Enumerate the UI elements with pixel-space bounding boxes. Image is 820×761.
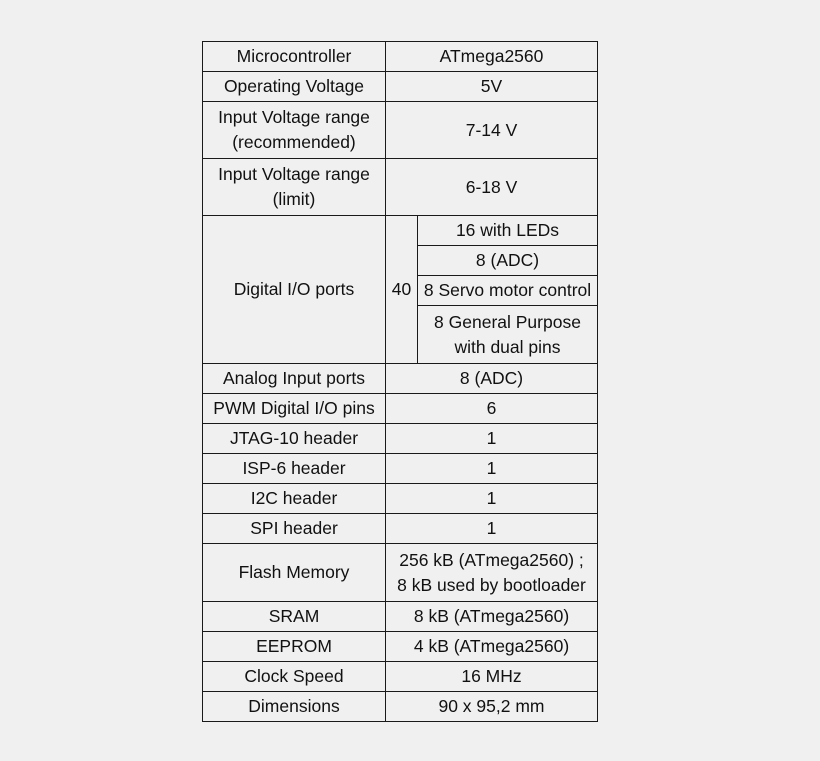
spec-value: 1 <box>386 424 598 454</box>
spec-value: 16 MHz <box>386 662 598 692</box>
spec-label: SRAM <box>203 602 386 632</box>
spec-label: Input Voltage range (limit) <box>203 159 386 216</box>
spec-value: ATmega2560 <box>386 42 598 72</box>
table-row <box>203 394 598 424</box>
table-row <box>203 42 598 72</box>
spec-value: 8 (ADC) <box>386 364 598 394</box>
spec-table <box>202 41 598 722</box>
spec-label: Dimensions <box>203 692 386 722</box>
spec-label: PWM Digital I/O pins <box>203 394 386 424</box>
spec-label: SPI header <box>203 514 386 544</box>
table-row <box>203 454 598 484</box>
spec-value: 8 kB (ATmega2560) <box>386 602 598 632</box>
spec-label: EEPROM <box>203 632 386 662</box>
spec-value: 256 kB (ATmega2560) ; 8 kB used by bootloader <box>386 544 598 602</box>
table-row <box>203 544 598 602</box>
table-row <box>203 102 598 159</box>
spec-value: 6-18 V <box>386 159 598 216</box>
spec-value: 90 x 95,2 mm <box>386 692 598 722</box>
table-row <box>203 662 598 692</box>
spec-label: Flash Memory <box>203 544 386 602</box>
spec-value: 1 <box>386 514 598 544</box>
spec-value: 1 <box>386 454 598 484</box>
table-row <box>203 514 598 544</box>
table-row <box>203 364 598 394</box>
table-row <box>203 692 598 722</box>
spec-label: Input Voltage range (recommended) <box>203 102 386 159</box>
spec-label: Operating Voltage <box>203 72 386 102</box>
digital-io-breakdown: 8 Servo motor control <box>418 276 598 306</box>
spec-value: 1 <box>386 484 598 514</box>
spec-label: Clock Speed <box>203 662 386 692</box>
table-row <box>203 632 598 662</box>
table-row <box>203 72 598 102</box>
table-row <box>203 484 598 514</box>
spec-label: ISP-6 header <box>203 454 386 484</box>
spec-value: 7-14 V <box>386 102 598 159</box>
spec-label: Analog Input ports <box>203 364 386 394</box>
spec-value: 6 <box>386 394 598 424</box>
digital-io-breakdown: 8 General Purpose with dual pins <box>418 306 598 364</box>
spec-value: 5V <box>386 72 598 102</box>
digital-io-total: 40 <box>386 216 418 364</box>
digital-io-breakdown: 16 with LEDs <box>418 216 598 246</box>
table-row <box>203 159 598 216</box>
spec-label: I2C header <box>203 484 386 514</box>
spec-label: Microcontroller <box>203 42 386 72</box>
table-row <box>203 424 598 454</box>
table-row <box>203 602 598 632</box>
table-row <box>203 216 598 246</box>
spec-label: JTAG-10 header <box>203 424 386 454</box>
spec-label: Digital I/O ports <box>203 216 386 364</box>
spec-value: 4 kB (ATmega2560) <box>386 632 598 662</box>
digital-io-breakdown: 8 (ADC) <box>418 246 598 276</box>
